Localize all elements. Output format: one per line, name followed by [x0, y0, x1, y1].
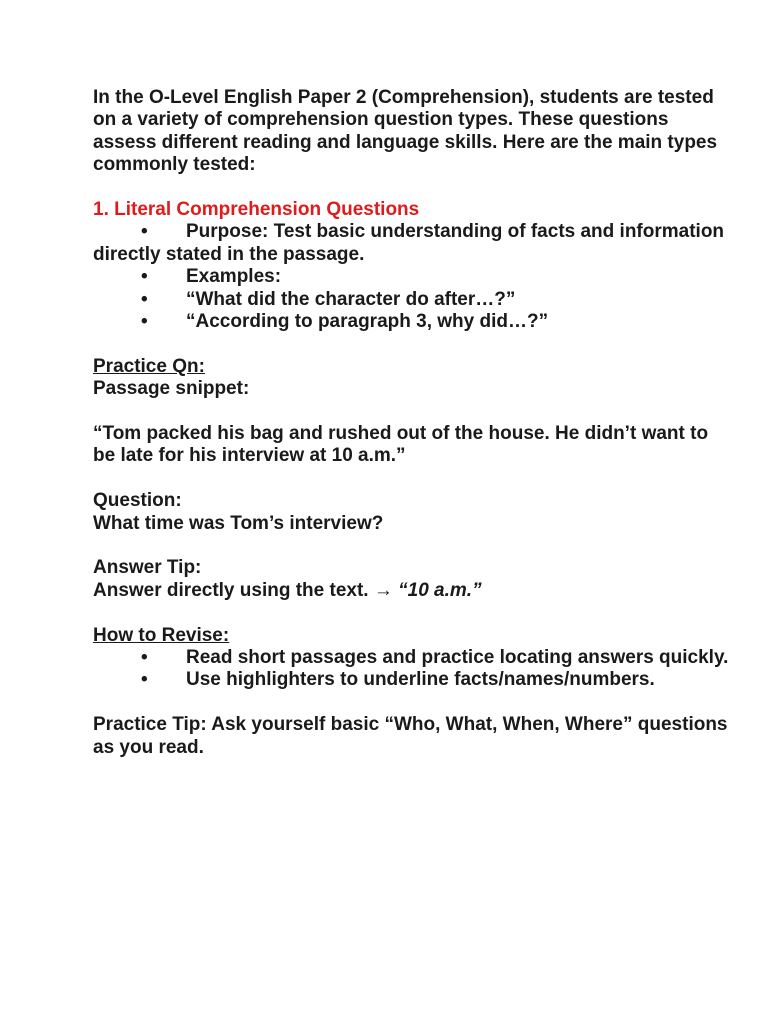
bullet-glyph: • — [141, 311, 148, 333]
purpose-text: Purpose: Test basic understanding of facts and information directly stated in the passage. — [93, 221, 725, 265]
bullet-glyph: • — [141, 221, 148, 243]
bullet-glyph: • — [141, 266, 148, 288]
intro-paragraph: In the O-Level English Paper 2 (Comprehension), students are tested on a variety of comprehension question types. These questions assess different reading and language skills. Here are the main types commonly tested: — [93, 87, 718, 176]
example-2-text: “According to paragraph 3, why did…?” — [186, 311, 549, 333]
question-text: What time was Tom’s interview? — [93, 512, 384, 534]
answer-tip-answer: “10 a.m.” — [398, 579, 482, 601]
spacer — [93, 468, 733, 490]
answer-tip-text: Answer directly using the text. — [93, 579, 369, 601]
section-heading: 1. Literal Comprehension Questions — [93, 199, 420, 221]
spacer — [93, 602, 733, 624]
bullet-revise-1 — [93, 647, 733, 669]
answer-tip-line — [93, 580, 733, 602]
spacer — [93, 401, 733, 423]
revise-label: How to Revise: — [93, 624, 230, 646]
bullet-example-2 — [93, 311, 733, 333]
bullet-glyph: • — [141, 669, 148, 691]
bullet-purpose — [93, 221, 733, 266]
bullet-revise-2 — [93, 669, 733, 691]
bullet-glyph: • — [141, 647, 148, 669]
arrow-right-icon: → — [373, 579, 393, 601]
practice-label: Practice Qn: — [93, 355, 205, 377]
bullet-example-1 — [93, 289, 733, 311]
practice-tip: Practice Tip: Ask yourself basic “Who, What, When, Where” questions as you read. — [93, 714, 728, 758]
question-label: Question: — [93, 490, 182, 512]
snippet-label: Passage snippet: — [93, 378, 250, 400]
bullet-glyph: • — [141, 288, 148, 310]
bullet-examples — [93, 266, 733, 288]
revise-item-2: Use highlighters to underline facts/names/numbers. — [186, 669, 655, 691]
spacer — [93, 333, 733, 355]
spacer — [93, 177, 733, 199]
revise-item-1: Read short passages and practice locating answers quickly. — [186, 647, 729, 669]
spacer — [93, 692, 733, 714]
passage-text: “Tom packed his bag and rushed out of the house. He didn’t want to be late for his interview at 10 a.m.” — [93, 423, 709, 467]
spacer — [93, 535, 733, 557]
answer-tip-label: Answer Tip: — [93, 557, 202, 579]
document-page — [93, 87, 733, 759]
example-1-text: “What did the character do after…?” — [186, 288, 516, 310]
examples-label: Examples: — [186, 266, 282, 288]
